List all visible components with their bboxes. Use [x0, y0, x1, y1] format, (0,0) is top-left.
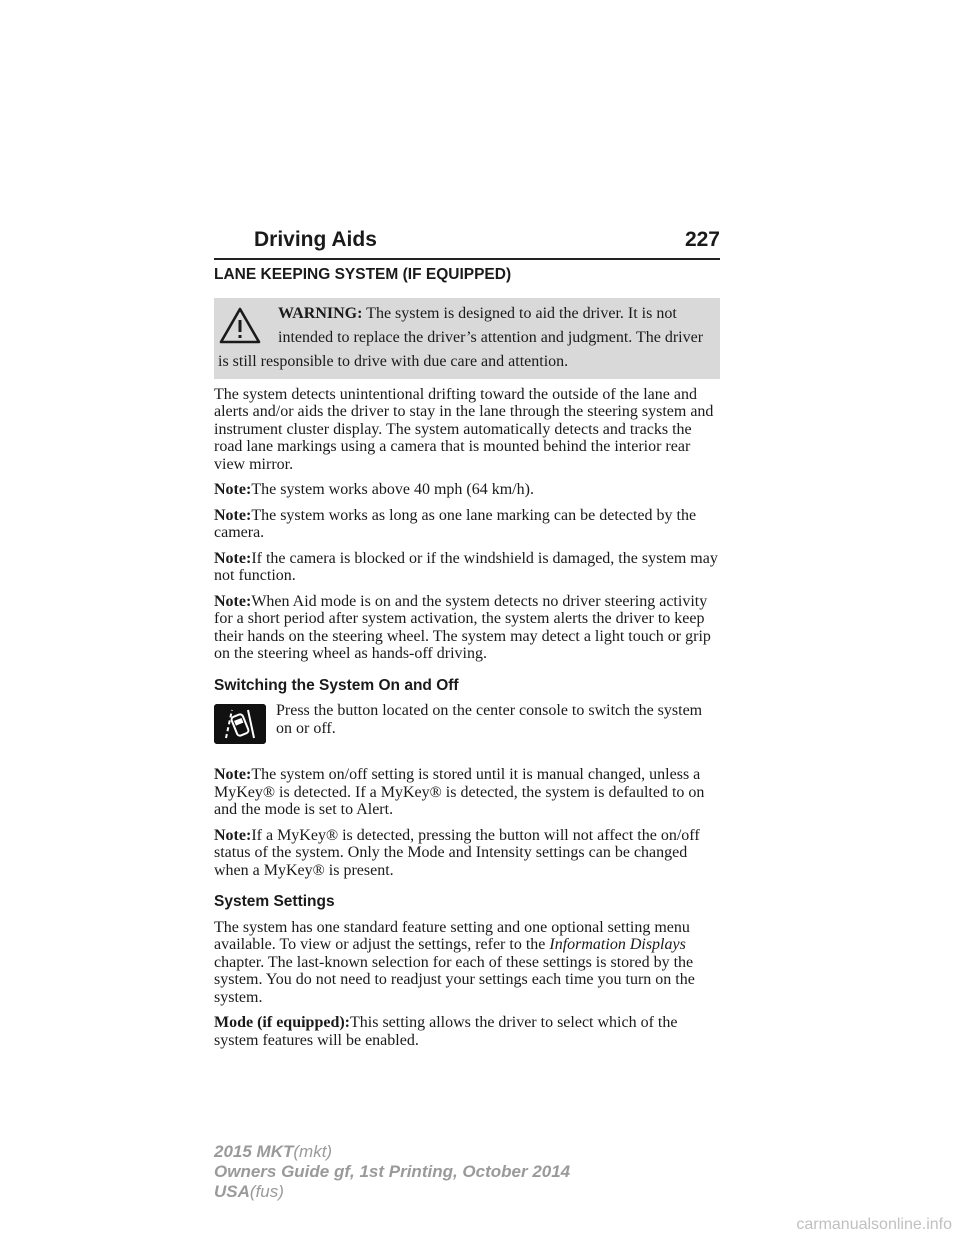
footer-market: USA [214, 1182, 250, 1201]
note-paragraph [214, 507, 720, 542]
warning-triangle-icon [218, 306, 262, 346]
page-number: 227 [684, 228, 720, 251]
note-text: The system works as long as one lane marking can be detected by the camera. [214, 506, 697, 541]
mode-label: Mode (if equipped): [214, 1014, 350, 1031]
note-text: If the camera is blocked or if the windshield is damaged, the system may not function. [214, 549, 718, 584]
note-label: Note: [214, 549, 252, 567]
footer-guide-line [214, 1162, 570, 1182]
footer-market-code: (fus) [249, 1182, 284, 1201]
note-label: Note: [214, 592, 252, 610]
document-footer [214, 1142, 570, 1202]
mode-text: This setting allows the driver to select which of the system features will be enabled. [214, 1014, 678, 1049]
footer-model-line [214, 1142, 570, 1162]
page-header [214, 228, 720, 260]
page-content [214, 266, 720, 1057]
note-text: The system works above 40 mph (64 km/h). [251, 481, 534, 498]
footer-market-line [214, 1182, 570, 1202]
note-label: Note: [214, 481, 252, 498]
footer-model-code: (mkt) [293, 1142, 333, 1161]
note-paragraph [214, 827, 720, 880]
switching-text: Press the button located on the center console to switch the system on or off. [276, 702, 703, 737]
settings-text-after: chapter. The last-known selection for each of these settings is stored by the system. You do not need to readjust your settings each time you turn on the system. [214, 953, 695, 1006]
information-displays-reference: Information Displays [549, 936, 686, 953]
note-text: When Aid mode is on and the system detects no driver steering activity for a short period after system activation, the system alerts the driver to keep their hands on the steering wheel. The system may detect a light touch or grip on the steering wheel as hands-off driving. [214, 592, 711, 662]
settings-text: The system has one standard feature setting and one optional setting menu available. To view or adjust the settings, refer to the [214, 918, 690, 953]
note-text: The system on/off setting is stored until it is manual changed, unless a MyKey® is detected. If a MyKey® is detected, the system is defaulted to on and the mode is set to Alert. [214, 766, 705, 818]
warning-label: WARNING: [278, 304, 363, 322]
lane-keeping-button-icon [214, 704, 266, 744]
switching-block [214, 702, 720, 752]
footer-guide: Owners Guide gf, 1st Printing, October 2014 [214, 1162, 571, 1181]
warning-box [214, 298, 720, 379]
settings-paragraph [214, 919, 720, 1007]
note-paragraph [214, 550, 720, 585]
watermark: carmanualsonline.info [796, 1216, 952, 1233]
page-section-title: Driving Aids [254, 228, 377, 251]
note-paragraph [214, 766, 720, 819]
section-heading: LANE KEEPING SYSTEM (IF EQUIPPED) [214, 266, 512, 283]
note-label: Note: [214, 826, 252, 844]
warning-text: The system is designed to aid the driver. It is not intended to replace the driver’s attention and judgment. The driver is still responsible to drive with due care and attention. [218, 304, 704, 370]
settings-heading: System Settings [214, 893, 335, 910]
note-paragraph [214, 481, 720, 499]
note-label: Note: [214, 506, 252, 524]
mode-paragraph [214, 1014, 720, 1049]
note-paragraph [214, 593, 720, 663]
note-text: If a MyKey® is detected, pressing the button will not affect the on/off status of the system. Only the Mode and Intensity settings can be changed when a MyKey® is present. [214, 826, 700, 879]
switching-heading: Switching the System On and Off [214, 676, 459, 694]
intro-paragraph: The system detects unintentional drifting toward the outside of the lane and alerts and/or aids the driver to stay in the lane through the steering system and instrument cluster display. The system automatically detects and tracks the road lane markings using a camera that is mounted behind the interior rear view mirror. [214, 385, 714, 473]
footer-model: 2015 MKT [214, 1142, 294, 1161]
note-label: Note: [214, 766, 252, 783]
